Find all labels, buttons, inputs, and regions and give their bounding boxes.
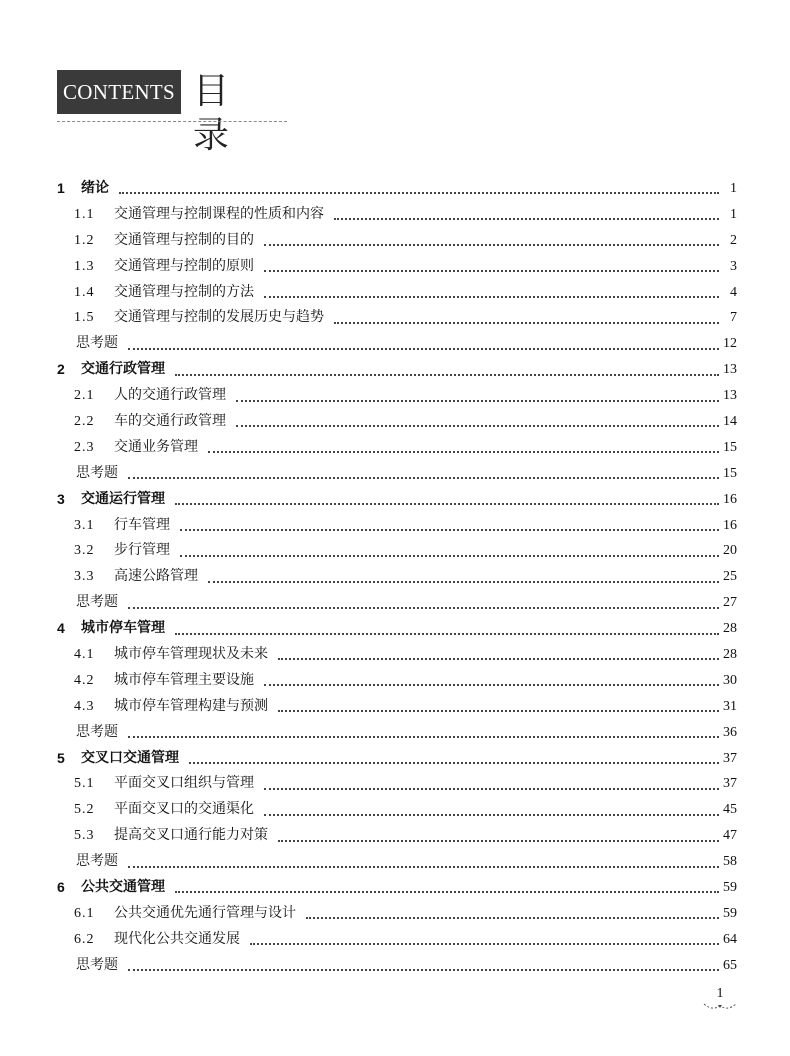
toc-entry-page: 36: [723, 724, 737, 740]
toc-chapter[interactable]: [0, 357, 790, 383]
toc-section[interactable]: [0, 797, 790, 823]
toc-entry-page: 20: [723, 543, 737, 559]
toc-chapter[interactable]: [0, 875, 790, 901]
toc-section[interactable]: [0, 305, 790, 331]
toc-entry-title: 交通管理与控制的方法: [114, 283, 254, 300]
toc-entry-number: 1: [57, 180, 65, 196]
toc-entry-number: 4.1: [74, 647, 95, 663]
toc-entry-page: 1: [730, 206, 737, 222]
toc-entry-page: 64: [723, 931, 737, 947]
toc-entry-number: 1.4: [74, 284, 95, 300]
toc-entry-page: 59: [723, 880, 737, 896]
toc-entry-page: 13: [723, 388, 737, 404]
toc-chapter[interactable]: [0, 176, 790, 202]
toc-entry-title: 提高交叉口通行能力对策: [114, 827, 268, 844]
toc-entry-title: 步行管理: [114, 542, 170, 559]
table-of-contents: [0, 176, 790, 979]
dot-leader: [264, 813, 719, 816]
toc-entry-title: 人的交通行政管理: [114, 387, 226, 404]
toc-section[interactable]: [0, 642, 790, 668]
toc-section[interactable]: [0, 927, 790, 953]
toc-section[interactable]: [0, 694, 790, 720]
toc-entry-page: 13: [723, 362, 737, 378]
toc-entry-page: 15: [723, 439, 737, 455]
toc-entry-page: 27: [723, 595, 737, 611]
toc-section[interactable]: [0, 202, 790, 228]
dot-leader: [119, 191, 719, 194]
toc-entry-title: 交通管理与控制的目的: [114, 231, 254, 248]
toc-entry-number: 6.1: [74, 905, 95, 921]
toc-chapter[interactable]: [0, 616, 790, 642]
toc-entry-title: 思考题: [76, 464, 118, 481]
dot-leader: [128, 606, 719, 609]
toc-entry-number: 2.3: [74, 439, 95, 455]
toc-entry-title: 城市停车管理构建与预测: [114, 697, 268, 714]
toc-entry-title: 高速公路管理: [114, 568, 198, 585]
dot-leader: [128, 968, 719, 971]
toc-section[interactable]: [0, 668, 790, 694]
dot-leader: [175, 632, 719, 635]
toc-entry-title: 城市停车管理现状及未来: [114, 646, 268, 663]
toc-entry-title: 城市停车管理: [81, 620, 165, 637]
toc-entry-title: 交通管理与控制的发展历史与趋势: [114, 309, 324, 326]
toc-entry-page: 3: [730, 258, 737, 274]
toc-entry-title: 行车管理: [114, 516, 170, 533]
toc-entry-number: 6: [57, 879, 65, 896]
toc-entry-page: 16: [723, 517, 737, 533]
toc-section[interactable]: [0, 564, 790, 590]
toc-section[interactable]: [0, 538, 790, 564]
toc-entry-title: 平面交叉口组织与管理: [114, 775, 254, 792]
dot-leader: [264, 243, 719, 246]
toc-entry-page: 14: [723, 414, 737, 430]
toc-entry-number: 3: [57, 490, 65, 507]
dot-leader: [128, 735, 719, 738]
toc-entry-page: 16: [723, 491, 737, 507]
toc-entry-number: 2: [57, 361, 65, 378]
toc-entry-number: 6.2: [74, 931, 95, 947]
dot-leader: [189, 761, 719, 764]
toc-entry-number: 4: [57, 620, 65, 637]
toc-exercise[interactable]: [0, 720, 790, 746]
dot-leader: [175, 502, 719, 505]
toc-section[interactable]: [0, 901, 790, 927]
toc-entry-number: 5.2: [74, 802, 95, 818]
toc-entry-title: 交通管理与控制的原则: [114, 257, 254, 274]
toc-entry-number: 1.5: [74, 310, 95, 326]
toc-section[interactable]: [0, 771, 790, 797]
toc-entry-title: 交通运行管理: [81, 490, 165, 507]
toc-entry-page: 59: [723, 905, 737, 921]
contents-label: CONTENTS: [57, 70, 181, 114]
toc-entry-title: 思考题: [76, 956, 118, 973]
toc-entry-page: 12: [723, 336, 737, 352]
dot-leader: [180, 528, 719, 531]
toc-entry-title: 交通管理与控制课程的性质和内容: [114, 205, 324, 222]
toc-entry-page: 30: [723, 672, 737, 688]
toc-entry-title: 交通业务管理: [114, 438, 198, 455]
toc-entry-page: 47: [723, 828, 737, 844]
toc-entry-number: 1.2: [74, 232, 95, 248]
toc-exercise[interactable]: [0, 590, 790, 616]
toc-entry-title: 平面交叉口的交通渠化: [114, 801, 254, 818]
toc-entry-number: 1.1: [74, 206, 95, 222]
toc-section[interactable]: [0, 254, 790, 280]
dot-leader: [175, 373, 719, 376]
toc-section[interactable]: [0, 435, 790, 461]
toc-entry-page: 37: [723, 750, 737, 766]
toc-exercise[interactable]: [0, 849, 790, 875]
toc-entry-number: 3.3: [74, 569, 95, 585]
toc-entry-title: 绪论: [81, 180, 109, 196]
dot-leader: [306, 916, 719, 919]
toc-entry-page: 45: [723, 802, 737, 818]
toc-entry-title: 思考题: [76, 853, 118, 870]
toc-entry-number: 2.1: [74, 388, 95, 404]
toc-entry-page: 28: [723, 647, 737, 663]
dot-leader: [264, 295, 719, 298]
toc-entry-page: 65: [723, 957, 737, 973]
toc-entry-title: 城市停车管理主要设施: [114, 671, 254, 688]
dot-leader: [334, 321, 719, 324]
dot-leader: [208, 450, 719, 453]
toc-chapter[interactable]: [0, 746, 790, 772]
toc-entry-number: 1.3: [74, 258, 95, 274]
toc-entry-page: 25: [723, 569, 737, 585]
dot-leader: [250, 942, 719, 945]
dot-leader: [264, 269, 719, 272]
toc-entry-page: 28: [723, 621, 737, 637]
dot-leader: [278, 657, 719, 660]
toc-entry-number: 3.2: [74, 543, 95, 559]
toc-entry-title: 思考题: [76, 335, 118, 352]
dot-leader: [264, 787, 719, 790]
toc-section[interactable]: [0, 383, 790, 409]
dot-leader: [236, 424, 719, 427]
toc-entry-title: 交叉口交通管理: [81, 749, 179, 766]
toc-entry-page: 7: [730, 310, 737, 326]
toc-entry-title: 思考题: [76, 723, 118, 740]
toc-entry-number: 2.2: [74, 414, 95, 430]
toc-entry-title: 公共交通管理: [81, 879, 165, 896]
toc-entry-page: 31: [723, 698, 737, 714]
toc-section[interactable]: [0, 280, 790, 306]
toc-entry-page: 2: [730, 232, 737, 248]
dot-leader: [236, 399, 719, 402]
toc-section[interactable]: [0, 513, 790, 539]
dot-leader: [278, 709, 719, 712]
toc-exercise[interactable]: [0, 953, 790, 979]
dot-leader: [208, 580, 719, 583]
dot-leader: [128, 476, 719, 479]
header-divider: [57, 121, 287, 122]
toc-entry-number: 5.1: [74, 776, 95, 792]
toc-section[interactable]: [0, 823, 790, 849]
dot-leader: [180, 554, 719, 557]
toc-section[interactable]: [0, 409, 790, 435]
toc-entry-page: 1: [730, 181, 737, 196]
toc-entry-page: 58: [723, 854, 737, 870]
toc-entry-title: 思考题: [76, 594, 118, 611]
toc-section[interactable]: [0, 228, 790, 254]
toc-entry-title: 公共交通优先通行管理与设计: [114, 904, 296, 921]
toc-exercise[interactable]: [0, 461, 790, 487]
dot-leader: [128, 865, 719, 868]
dot-leader: [278, 839, 719, 842]
page-number: 1: [716, 986, 724, 1001]
page-title: 目录: [193, 71, 230, 156]
toc-entry-number: 4.2: [74, 672, 95, 688]
page-ornament-icon: [703, 1002, 737, 1012]
toc-entry-page: 15: [723, 465, 737, 481]
toc-entry-title: 交通行政管理: [81, 361, 165, 378]
dot-leader: [334, 217, 719, 220]
toc-entry-page: 4: [730, 284, 737, 300]
dot-leader: [175, 890, 719, 893]
toc-entry-title: 现代化公共交通发展: [114, 930, 240, 947]
toc-entry-title: 车的交通行政管理: [114, 413, 226, 430]
dot-leader: [128, 347, 719, 350]
toc-entry-page: 37: [723, 776, 737, 792]
toc-entry-number: 5.3: [74, 828, 95, 844]
toc-exercise[interactable]: [0, 331, 790, 357]
toc-chapter[interactable]: [0, 487, 790, 513]
toc-entry-number: 5: [57, 749, 65, 766]
toc-entry-number: 4.3: [74, 698, 95, 714]
toc-entry-number: 3.1: [74, 517, 95, 533]
dot-leader: [264, 683, 719, 686]
